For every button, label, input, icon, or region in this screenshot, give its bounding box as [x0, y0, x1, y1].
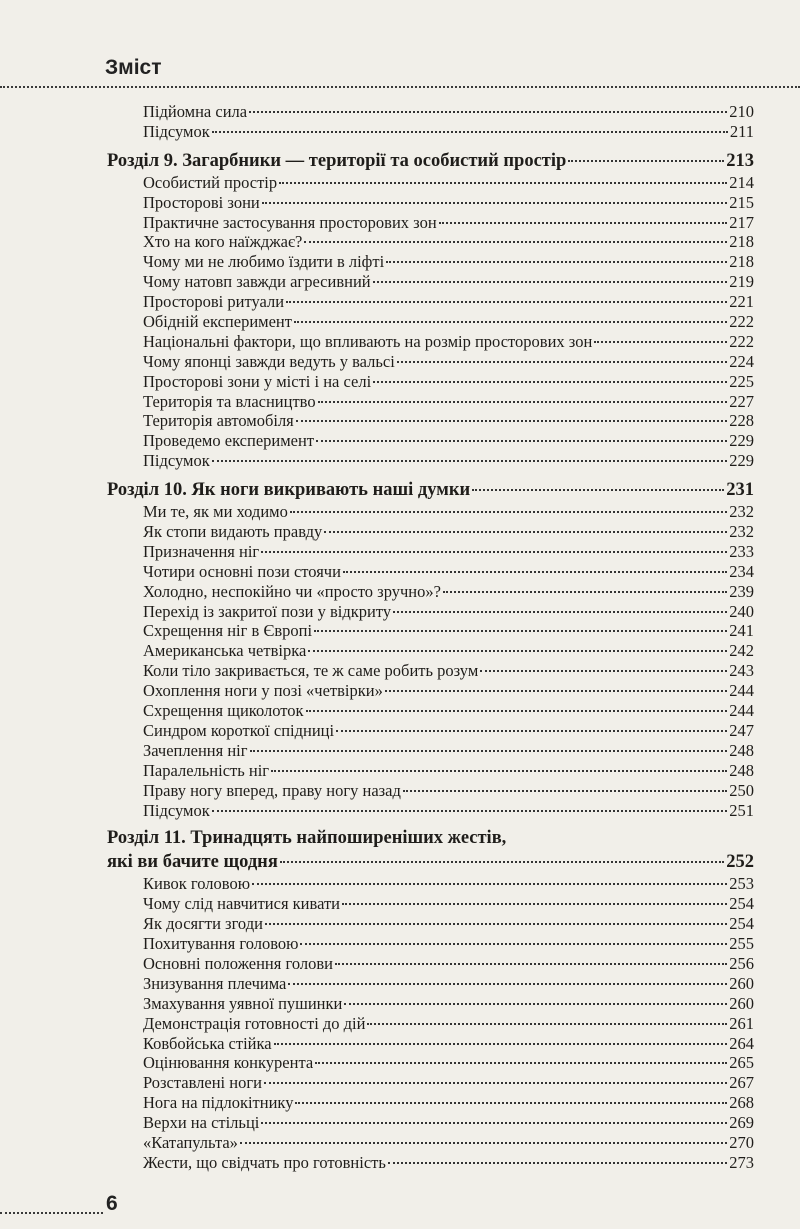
dot-leader — [568, 160, 724, 162]
toc-entry — [107, 1014, 754, 1034]
toc-entry-title: Розділ 11. Тринадцять найпоширеніших жестів, — [107, 828, 507, 849]
dot-leader — [288, 983, 727, 985]
dot-leader — [472, 489, 724, 491]
toc-entry — [107, 1113, 754, 1133]
dot-leader — [240, 1142, 727, 1144]
toc-page-number: 225 — [729, 371, 754, 391]
toc-page-number: 248 — [729, 740, 754, 760]
toc-entry — [107, 173, 754, 193]
table-of-contents — [107, 102, 754, 1173]
toc-page-number: 247 — [729, 720, 754, 740]
toc-page-number: 210 — [729, 102, 754, 121]
toc-entry — [107, 411, 754, 431]
toc-page-number: 231 — [726, 480, 754, 501]
toc-entry-title: Хто на кого наїжджає? — [143, 232, 303, 252]
toc-entry — [107, 451, 754, 471]
dot-leader — [290, 511, 727, 513]
dot-leader — [306, 710, 728, 712]
toc-page-number: 240 — [729, 601, 754, 621]
toc-page-number: 260 — [729, 993, 754, 1013]
toc-entry-title: Основні положення голови — [143, 953, 333, 973]
toc-entry — [107, 1073, 754, 1093]
toc-page-number: 255 — [729, 934, 754, 954]
toc-chapter — [107, 478, 754, 502]
toc-entry-title: «Катапульта» — [143, 1132, 238, 1152]
toc-entry-title: Чотири основні пози стоячи — [143, 561, 341, 581]
toc-entry-title: Американська четвірка — [143, 641, 307, 661]
toc-entry — [107, 522, 754, 542]
toc-entry-title: Ковбойська стійка — [143, 1033, 272, 1053]
toc-entry-title: Кивок головою — [143, 874, 251, 894]
toc-entry-title: Демонстрація готовності до дій — [143, 1013, 366, 1033]
toc-page-number: 222 — [729, 312, 754, 332]
toc-entry-title: Чому натовп завжди агресивний — [143, 272, 371, 292]
toc-entry — [107, 801, 754, 821]
toc-page-number: 244 — [729, 701, 754, 721]
toc-entry-title: Нога на підлокітнику — [143, 1093, 294, 1113]
page-footer — [0, 1192, 800, 1222]
dot-leader — [265, 923, 727, 925]
toc-entry — [107, 641, 754, 661]
dot-leader — [385, 690, 727, 692]
dot-leader — [252, 883, 727, 885]
toc-page-number: 268 — [729, 1093, 754, 1113]
toc-page-number: 233 — [729, 541, 754, 561]
dot-leader — [295, 1102, 727, 1104]
toc-entry-title: Оцінювання конкурента — [143, 1053, 314, 1073]
dot-leader — [397, 361, 727, 363]
toc-page-number: 219 — [729, 272, 754, 292]
dot-leader — [262, 202, 728, 204]
toc-entry-title: Розділ 10. Як ноги викривають наші думки — [107, 480, 471, 501]
toc-entry — [107, 934, 754, 954]
page-title: Зміст — [105, 56, 162, 79]
toc-entry — [107, 1133, 754, 1153]
dot-leader — [367, 1023, 727, 1025]
toc-entry-title: Похитування головою — [143, 934, 299, 954]
toc-entry-title: Знизування плечима — [143, 973, 287, 993]
toc-entry-title: Особистий простір — [143, 172, 278, 192]
dot-leader — [274, 1043, 728, 1045]
page-number: 6 — [106, 1192, 118, 1215]
toc-entry — [107, 1093, 754, 1113]
toc-entry — [107, 761, 754, 781]
dot-leader — [318, 401, 728, 403]
dot-leader — [264, 1082, 727, 1084]
toc-page-number: 229 — [729, 431, 754, 451]
toc-page-number: 267 — [729, 1073, 754, 1093]
toc-page-number: 232 — [729, 502, 754, 522]
dot-leader — [316, 440, 727, 442]
toc-entry-title: Чому японці завжди ведуть у вальсі — [143, 351, 395, 371]
dot-leader — [249, 111, 727, 113]
dot-leader — [443, 591, 727, 593]
toc-entry-title: Синдром короткої спідниці — [143, 720, 335, 740]
dot-leader — [336, 730, 727, 732]
toc-chapter — [107, 149, 754, 173]
toc-entry — [107, 661, 754, 681]
toc-page-number: 260 — [729, 973, 754, 993]
toc-entry — [107, 232, 754, 252]
dot-leader — [308, 650, 727, 652]
toc-page-number: 248 — [729, 760, 754, 780]
toc-page-number: 227 — [729, 391, 754, 411]
toc-entry-title: Змахування уявної пушинки — [143, 993, 343, 1013]
toc-page-number: 269 — [729, 1113, 754, 1133]
toc-entry-title: Обідній експеримент — [143, 312, 292, 332]
dot-leader — [279, 182, 727, 184]
toc-entry — [107, 542, 754, 562]
toc-entry — [107, 502, 754, 522]
dot-leader — [315, 1062, 727, 1064]
dot-leader — [342, 903, 727, 905]
toc-entry — [107, 431, 754, 451]
toc-entry — [107, 1053, 754, 1073]
toc-entry — [107, 562, 754, 582]
header-dotted-rule — [0, 86, 800, 88]
dot-leader — [250, 750, 728, 752]
toc-page-number: 221 — [729, 292, 754, 312]
toc-entry — [107, 213, 754, 233]
toc-entry — [107, 332, 754, 352]
toc-page-number: 256 — [729, 953, 754, 973]
toc-entry-title: Праву ногу вперед, праву ногу назад — [143, 780, 401, 800]
toc-entry-title: Розставлені ноги — [143, 1073, 262, 1093]
toc-entry — [107, 681, 754, 701]
toc-page-number: 242 — [729, 641, 754, 661]
toc-page-number: 228 — [729, 411, 754, 431]
toc-entry — [107, 582, 754, 602]
toc-entry — [107, 122, 754, 142]
toc-entry — [107, 392, 754, 412]
toc-page-number: 217 — [729, 212, 754, 232]
dot-leader — [386, 261, 727, 263]
toc-entry-title: Коли тіло закривається, те ж саме робить розум — [143, 661, 479, 681]
toc-page-number: 234 — [729, 561, 754, 581]
dot-leader — [296, 420, 727, 422]
toc-entry — [107, 1153, 754, 1173]
toc-chapter — [107, 827, 754, 850]
toc-page-number: 232 — [729, 522, 754, 542]
toc-page-number: 215 — [729, 192, 754, 212]
toc-entry-title: Практичне застосування просторових зон — [143, 212, 437, 232]
toc-page-number: 254 — [729, 894, 754, 914]
toc-page-number: 218 — [729, 232, 754, 252]
toc-page-number: 239 — [729, 581, 754, 601]
toc-chapter-continued — [107, 850, 754, 874]
toc-entry-title: Схрещення щиколоток — [143, 701, 304, 721]
dot-leader — [271, 770, 727, 772]
toc-entry-title: Чому слід навчитися кивати — [143, 894, 341, 914]
dot-leader — [212, 810, 728, 812]
toc-page-number: 251 — [729, 800, 754, 820]
toc-entry — [107, 621, 754, 641]
toc-page-number: 241 — [729, 621, 754, 641]
toc-entry-title: Верхи на стільці — [143, 1113, 260, 1133]
toc-page-number: 218 — [729, 252, 754, 272]
dot-leader — [393, 611, 727, 613]
toc-entry-title: Підсумок — [143, 121, 210, 141]
toc-entry-title: Просторові зони — [143, 192, 260, 212]
toc-entry-title: Чому ми не любимо їздити в ліфті — [143, 252, 385, 272]
toc-entry — [107, 781, 754, 801]
toc-entry-title: Жести, що свідчать про готовність — [143, 1152, 386, 1172]
dot-leader — [324, 531, 727, 533]
toc-entry-title: Розділ 9. Загарбники — території та особистий простір — [107, 150, 567, 171]
dot-leader — [261, 1122, 727, 1124]
toc-entry-title: Національні фактори, що впливають на розмір просторових зон — [143, 331, 593, 351]
dot-leader — [212, 131, 728, 133]
toc-entry-title: які ви бачите щодня — [107, 852, 278, 873]
toc-page-number: 224 — [729, 351, 754, 371]
toc-entry — [107, 721, 754, 741]
toc-entry — [107, 193, 754, 213]
dot-leader — [594, 341, 727, 343]
toc-page-number: 254 — [729, 914, 754, 934]
toc-entry-title: Як стопи видають правду — [143, 522, 323, 542]
dot-leader — [388, 1162, 727, 1164]
toc-page-number: 261 — [729, 1013, 754, 1033]
toc-entry — [107, 602, 754, 622]
dot-leader — [314, 630, 727, 632]
dot-leader — [480, 670, 727, 672]
toc-entry-title: Перехід із закритої пози у відкриту — [143, 601, 392, 621]
toc-page-number: 265 — [729, 1053, 754, 1073]
toc-entry-title: Територія та власництво — [143, 391, 316, 411]
toc-page-number: 244 — [729, 681, 754, 701]
toc-entry-title: Підсумок — [143, 451, 210, 471]
dot-leader — [343, 571, 727, 573]
toc-entry — [107, 1034, 754, 1054]
toc-entry-title: Холодно, неспокійно чи «просто зручно»? — [143, 581, 441, 601]
dot-leader — [373, 281, 728, 283]
toc-entry — [107, 352, 754, 372]
dot-leader — [373, 381, 727, 383]
dot-leader — [439, 222, 728, 224]
toc-page-number: 229 — [729, 451, 754, 471]
toc-page-number: 211 — [729, 121, 754, 141]
toc-entry-title: Охоплення ноги у позі «четвірки» — [143, 681, 383, 701]
toc-entry-title: Підйомна сила — [143, 102, 248, 121]
toc-page-number: 252 — [726, 852, 754, 873]
toc-entry-title: Підсумок — [143, 800, 210, 820]
toc-entry-title: Паралельність ніг — [143, 760, 270, 780]
toc-entry-title: Як досягти згоди — [143, 914, 263, 934]
footer-dotted-rule — [0, 1212, 103, 1214]
toc-page-number: 250 — [729, 780, 754, 800]
dot-leader — [261, 551, 727, 553]
dot-leader — [344, 1003, 727, 1005]
toc-page-number: 213 — [726, 150, 754, 171]
toc-entry — [107, 102, 754, 122]
dot-leader — [294, 321, 727, 323]
toc-entry — [107, 312, 754, 332]
dot-leader — [403, 790, 727, 792]
toc-entry — [107, 954, 754, 974]
toc-page-number: 243 — [729, 661, 754, 681]
toc-entry — [107, 741, 754, 761]
toc-page-number: 253 — [729, 874, 754, 894]
dot-leader — [286, 301, 727, 303]
dot-leader — [335, 963, 727, 965]
dot-leader — [300, 943, 727, 945]
toc-entry-title: Просторові зони у місті і на селі — [143, 371, 372, 391]
toc-page-number: 214 — [729, 172, 754, 192]
toc-entry — [107, 701, 754, 721]
toc-entry — [107, 292, 754, 312]
toc-page-number: 273 — [729, 1152, 754, 1172]
toc-entry — [107, 252, 754, 272]
toc-page-number: 222 — [729, 331, 754, 351]
toc-entry-title: Призначення ніг — [143, 541, 260, 561]
dot-leader — [304, 241, 727, 243]
toc-page-number: 270 — [729, 1132, 754, 1152]
toc-page-number: 264 — [729, 1033, 754, 1053]
toc-entry-title: Просторові ритуали — [143, 292, 285, 312]
toc-entry-title: Зачеплення ніг — [143, 740, 248, 760]
toc-entry — [107, 994, 754, 1014]
toc-entry — [107, 874, 754, 894]
toc-entry — [107, 974, 754, 994]
toc-entry — [107, 372, 754, 392]
dot-leader — [212, 460, 728, 462]
dot-leader — [280, 861, 724, 863]
toc-entry — [107, 914, 754, 934]
toc-entry-title: Територія автомобіля — [143, 411, 294, 431]
toc-entry-title: Ми те, як ми ходимо — [143, 502, 288, 522]
toc-entry-title: Схрещення ніг в Європі — [143, 621, 313, 641]
toc-entry — [107, 272, 754, 292]
toc-entry — [107, 894, 754, 914]
toc-entry-title: Проведемо експеримент — [143, 431, 315, 451]
